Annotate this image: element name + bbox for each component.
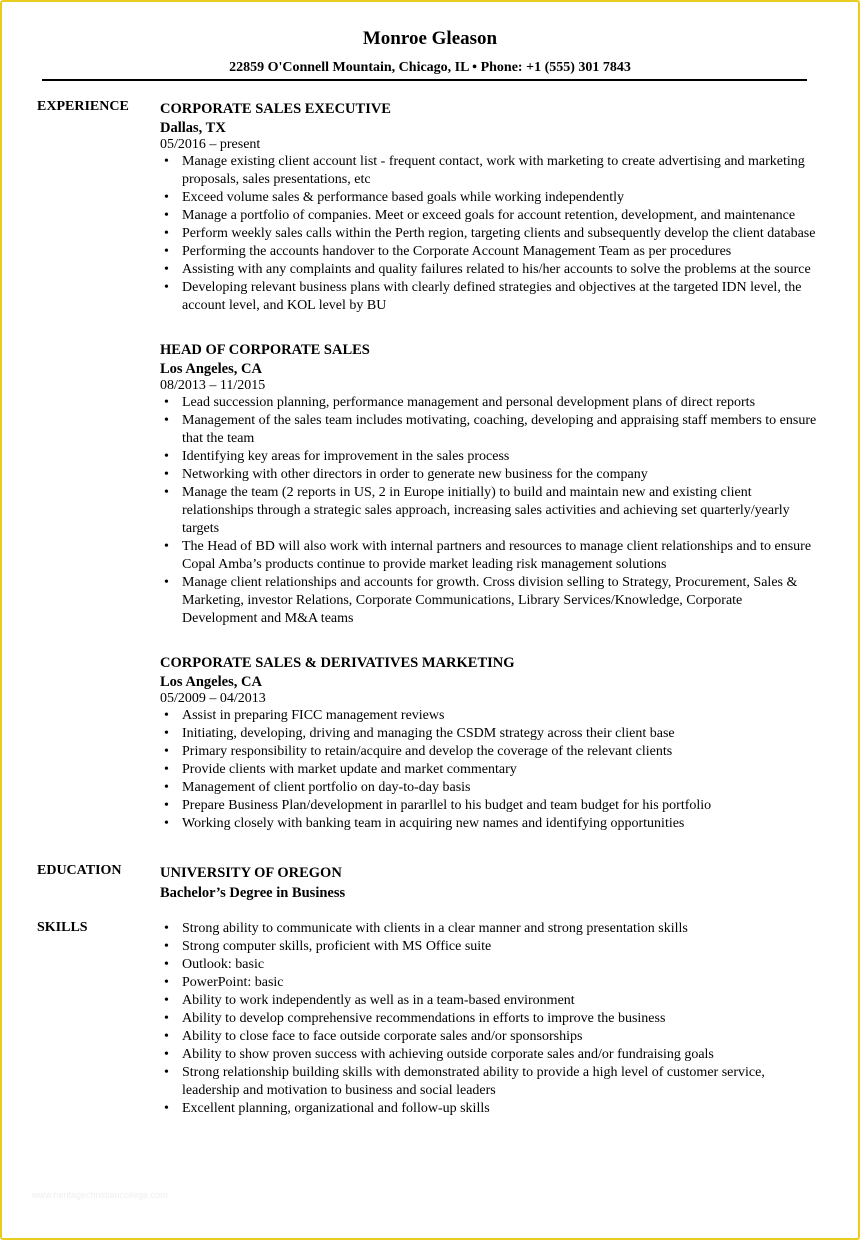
skill-item: • Strong ability to communicate with clients in a clear manner and strong presentation skills (182, 920, 820, 938)
job-title: CORPORATE SALES & DERIVATIVES MARKETING (160, 655, 515, 671)
job-bullet: • Management of client portfolio on day-to-day basis (182, 779, 820, 797)
education-section (2, 863, 858, 902)
job-bullet: • Identifying key areas for improvement in the sales process (182, 448, 820, 466)
job-bullet: • Networking with other directors in order to generate new business for the company (182, 466, 820, 484)
job-bullet: • Manage a portfolio of companies. Meet or exceed goals for account retention, development, and maintenance (182, 207, 820, 225)
skill-item: • Excellent planning, organizational and follow-up skills (182, 1100, 820, 1118)
job-bullet: • Manage existing client account list - frequent contact, work with marketing to create advertising and marketing proposals, sales presentations, etc (182, 153, 820, 189)
job-dates: 08/2013 – 11/2015 (160, 378, 266, 393)
skill-item: • Strong relationship building skills with demonstrated ability to provide a high level of customer service, leadership and motivation to business and social leaders (182, 1064, 820, 1100)
job-location: Los Angeles, CA (160, 361, 262, 377)
skill-item: • Ability to close face to face outside corporate sales and/or sponsorships (182, 1028, 820, 1046)
job-location: Los Angeles, CA (160, 674, 262, 690)
skill-item: • Ability to develop comprehensive recommendations in efforts to improve the business (182, 1010, 820, 1028)
job-bullet: • Provide clients with market update and market commentary (182, 761, 820, 779)
job-bullet: • Developing relevant business plans with clearly defined strategies and objectives at the targeted IDN level, the account level, and KOL level by BU (182, 279, 820, 315)
job-bullet: • Management of the sales team includes motivating, coaching, developing and appraising staff members to ensure that the team (182, 412, 820, 448)
job-bullets (160, 707, 820, 833)
job-bullet: • Initiating, developing, driving and managing the CSDM strategy across their client base (182, 725, 820, 743)
job-bullet: • Exceed volume sales & performance based goals while working independently (182, 189, 820, 207)
skill-item: • Ability to show proven success with achieving outside corporate sales and/or fundraising goals (182, 1046, 820, 1064)
job-bullet: • Working closely with banking team in acquiring new names and identifying opportunities (182, 815, 820, 833)
job-bullet: • Manage client relationships and accounts for growth. Cross division selling to Strategy, Procurement, Sales & Marketing, investor Relations, Corporate Communications, Library Services/Knowledge, Corporate Development and M&A teams (182, 574, 820, 628)
job-bullet: • Assisting with any complaints and quality failures related to his/her accounts to solve the problems at the source (182, 261, 820, 279)
job-bullet: • Primary responsibility to retain/acquire and develop the coverage of the relevant clients (182, 743, 820, 761)
job-bullet: • Perform weekly sales calls within the Perth region, targeting clients and subsequently develop the client database (182, 225, 820, 243)
job-bullet: • Performing the accounts handover to the Corporate Account Management Team as per procedures (182, 243, 820, 261)
header-divider (42, 79, 807, 81)
job-dates: 05/2009 – 04/2013 (160, 691, 266, 706)
job-bullet: • Manage the team (2 reports in US, 2 in Europe initially) to build and maintain new and existing client relationships through a strategic sales approach, increasing sales activities and achieving set quarterly/yearly targets (182, 484, 820, 538)
skills-list (160, 920, 820, 1118)
watermark: www.heritagechristiancollege.com (32, 1190, 168, 1200)
job-location: Dallas, TX (160, 120, 226, 136)
experience-section (2, 99, 858, 833)
job-title: HEAD OF CORPORATE SALES (160, 342, 370, 358)
job-bullet: • The Head of BD will also work with internal partners and resources to manage client relationships and to ensure Copal Amba’s products continue to provide market leading risk management solutions (182, 538, 820, 574)
section-label-experience: EXPERIENCE (37, 99, 129, 114)
skills-section (2, 920, 858, 1118)
contact-line: 22859 O'Connell Mountain, Chicago, IL • Phone: +1 (555) 301 7843 (229, 60, 631, 75)
skill-item: • Outlook: basic (182, 956, 820, 974)
job-entry (160, 340, 820, 628)
school-name: UNIVERSITY OF OREGON (160, 865, 342, 881)
degree: Bachelor’s Degree in Business (160, 885, 346, 901)
section-label-education: EDUCATION (37, 863, 122, 878)
job-entry (160, 99, 820, 315)
job-bullet: • Prepare Business Plan/development in pararllel to his budget and team budget for his portfolio (182, 797, 820, 815)
skill-item: • PowerPoint: basic (182, 974, 820, 992)
skill-item: • Ability to work independently as well as in a team-based environment (182, 992, 820, 1010)
job-bullet: • Assist in preparing FICC management reviews (182, 707, 820, 725)
job-bullets (160, 394, 820, 628)
job-entry (160, 653, 820, 833)
job-bullet: • Lead succession planning, performance management and personal development plans of direct reports (182, 394, 820, 412)
candidate-name: Monroe Gleason (362, 28, 498, 49)
job-dates: 05/2016 – present (160, 137, 261, 152)
section-label-skills: SKILLS (37, 920, 88, 935)
skill-item: • Strong computer skills, proficient with MS Office suite (182, 938, 820, 956)
job-title: CORPORATE SALES EXECUTIVE (160, 101, 391, 117)
resume-content (2, 99, 858, 1118)
job-bullets (160, 153, 820, 315)
